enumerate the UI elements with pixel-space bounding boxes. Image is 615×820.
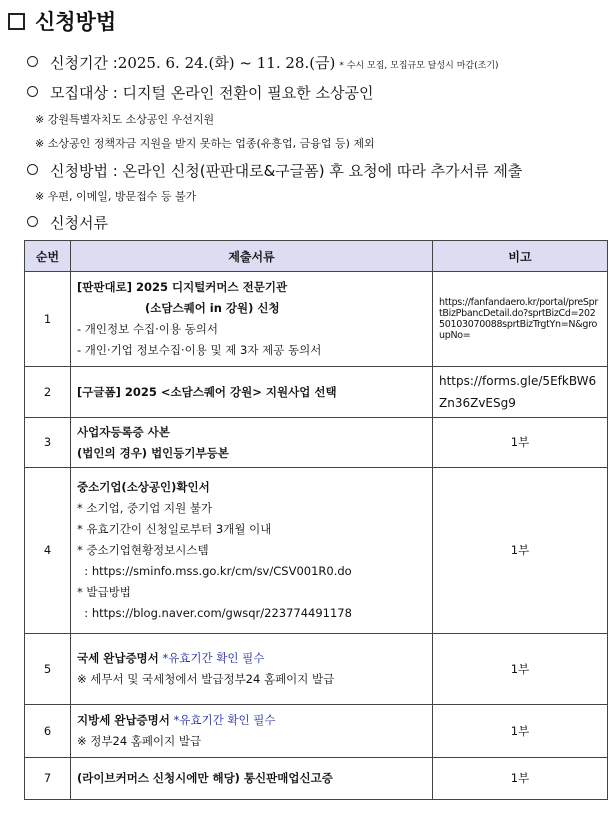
doc-line: 중소기업(소상공인)확인서: [77, 480, 210, 494]
circle-bullet-icon: [27, 164, 38, 175]
row-note: 1부: [433, 758, 608, 800]
doc-line: [77, 710, 426, 731]
doc-line: * 중소기업현황정보시스템: [77, 543, 209, 557]
row-docs: [71, 272, 433, 367]
doc-line: [판판대로] 2025 디지털커머스 전문기관: [77, 280, 288, 294]
doc-line: (소담스퀘어 in 강원) 신청: [145, 301, 280, 315]
doc-line: (법인의 경우) 법인등기부등본: [77, 445, 229, 460]
doc-line: * 유효기간이 신청일로부터 3개월 이내: [77, 522, 272, 536]
documents-table: [24, 240, 608, 800]
row-no: 2: [25, 367, 71, 418]
table-row: [25, 758, 608, 800]
row-no: 5: [25, 634, 71, 705]
circle-bullet-icon: [27, 86, 38, 97]
doc-title: 국세 완납증명서: [77, 651, 159, 665]
table-header-row: [25, 241, 608, 272]
row-note-link[interactable]: https://forms.gle/5EfkBW6Zn36ZvESg9: [433, 367, 608, 418]
header-no: 순번: [25, 241, 71, 272]
doc-line: 사업자등록증 사본: [77, 424, 170, 439]
row-docs: [71, 705, 433, 758]
row-no: 3: [25, 418, 71, 468]
doc-line: - 개인·기업 정보수집·이용 및 제 3자 제공 동의서: [77, 343, 322, 357]
section-title: [8, 6, 116, 36]
target-text: 모집대상 : 디지털 온라인 전환이 필요한 소상공인: [50, 84, 374, 102]
doc-line: [77, 648, 426, 669]
method-text: 신청방법 : 온라인 신청(판판대로&구글폼) 후 요청에 따라 추가서류 제출: [50, 162, 523, 180]
note-excluded: ※ 소상공인 정책자금 지원을 받지 못하는 업종(유흥업, 금융업 등) 제외: [35, 137, 375, 150]
checkbox-square-icon: [8, 13, 25, 30]
circle-bullet-icon: [27, 56, 38, 67]
target-line: [27, 82, 373, 103]
table-row: [25, 634, 608, 705]
row-note: 1부: [433, 418, 608, 468]
table-row: [25, 468, 608, 634]
circle-bullet-icon: [27, 216, 38, 227]
row-note: 1부: [433, 468, 608, 634]
period-value: 2025. 6. 24.(화) ~ 11. 28.(금): [117, 54, 336, 72]
docs-label: 신청서류: [50, 214, 108, 232]
period-note: * 수시 모집, 모집규모 달성시 마감(조기): [339, 61, 499, 71]
row-note: 1부: [433, 705, 608, 758]
table-row: [25, 367, 608, 418]
header-docs: 제출서류: [71, 241, 433, 272]
note-priority: ※ 강원특별자치도 소상공인 우선지원: [35, 113, 215, 126]
row-note-link[interactable]: https://fanfandaero.kr/portal/preSprtBizPbancDetail.do?sprtBizCd=20250103070088sprtBizTrgtYn=N&groupNo=: [433, 272, 608, 367]
docs-line: [27, 212, 108, 233]
row-note: 1부: [433, 634, 608, 705]
row-docs: [71, 468, 433, 634]
method-note: ※ 우편, 이메일, 방문접수 등 불가: [35, 190, 197, 203]
doc-line: * 소기업, 중기업 지원 불가: [77, 501, 213, 515]
header-note: 비고: [433, 241, 608, 272]
section-title-text: 신청방법: [35, 10, 117, 34]
period-label: 신청기간 :: [50, 54, 118, 72]
period-line: [27, 52, 499, 73]
table-row: [25, 272, 608, 367]
row-docs: [71, 418, 433, 468]
row-no: 6: [25, 705, 71, 758]
table-row: [25, 418, 608, 468]
row-no: 1: [25, 272, 71, 367]
validity-note: *유효기간 확인 필수: [173, 713, 276, 727]
table-row: [25, 705, 608, 758]
doc-line: * 발급방법: [77, 585, 131, 599]
doc-line: ※ 세무서 및 국세청에서 발급정부24 홈페이지 발급: [77, 672, 335, 686]
row-no: 7: [25, 758, 71, 800]
row-docs: (라이브커머스 신청시에만 해당) 통신판매업신고증: [71, 758, 433, 800]
row-no: 4: [25, 468, 71, 634]
doc-line: - 개인정보 수집·이용 동의서: [77, 322, 218, 336]
row-docs: [구글폼] 2025 <소담스퀘어 강원> 지원사업 선택: [71, 367, 433, 418]
method-line: [27, 160, 522, 181]
doc-link[interactable]: : https://sminfo.mss.go.kr/cm/sv/CSV001R0.do: [77, 564, 352, 578]
doc-title: 지방세 완납증명서: [77, 713, 170, 727]
row-docs: [71, 634, 433, 705]
doc-line: ※ 정부24 홈페이지 발급: [77, 734, 202, 748]
doc-link[interactable]: : https://blog.naver.com/gwsqr/223774491178: [77, 606, 352, 620]
validity-note: *유효기간 확인 필수: [162, 651, 265, 665]
